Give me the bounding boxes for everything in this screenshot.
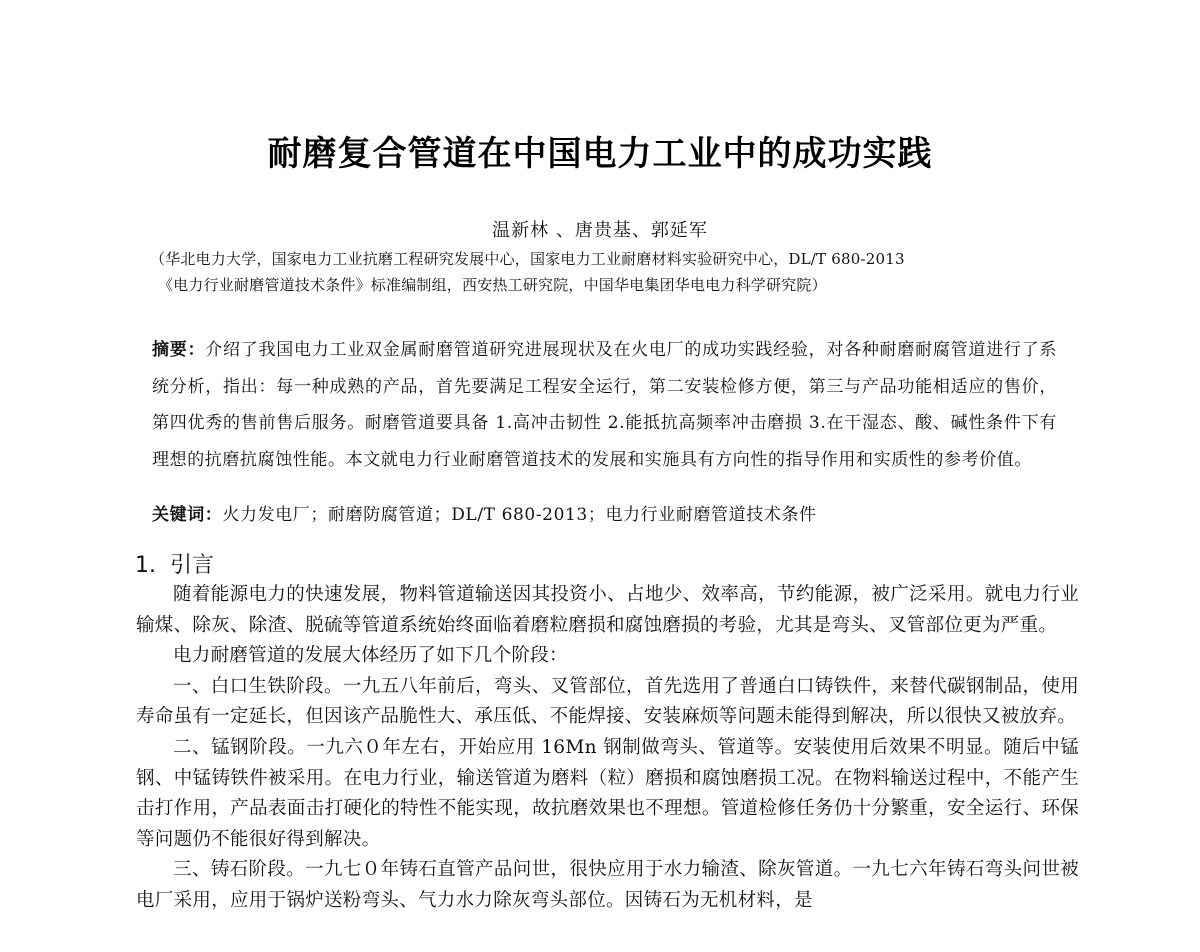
body-text: [136, 580, 1079, 917]
keywords: [152, 500, 1057, 525]
abstract: [152, 332, 1057, 478]
body-paragraph: 随着能源电力的快速发展，物料管道输送因其投资小、占地少、效率高，节约能源，被广泛采用。就电力行业输煤、除灰、除渣、脱硫等管道系统始终面临着磨粒磨损和腐蚀磨损的考验，尤其是弯头、叉管部位更为严重。: [136, 584, 1079, 636]
section-number: 1.: [135, 553, 156, 578]
author-list: 温新林 、唐贵基、郭延军: [492, 220, 708, 241]
abstract-label: 摘要：: [152, 340, 206, 360]
affiliation-line-2: 《电力行业耐磨管道技术条件》标准编制组，西安热工研究院，中国华电集团华电电力科学研究院）: [158, 276, 827, 294]
body-paragraph: 三、铸石阶段。一九七０年铸石直管产品问世，很快应用于水力输渣、除灰管道。一九七六年铸石弯头问世被电厂采用，应用于锅炉送粉弯头、气力水力除灰弯头部位。因铸石为无机材料，是: [136, 859, 1079, 911]
paper-title: 耐磨复合管道在中国电力工业中的成功实践: [267, 134, 933, 174]
body-paragraph: 一、白口生铁阶段。一九五八年前后，弯头、叉管部位，首先选用了普通白口铸铁件，来替代碳钢制品，使用寿命虽有一定延长，但因该产品脆性大、承压低、不能焊接、安装麻烦等问题未能得到解决，所以很快又被放弃。: [136, 675, 1079, 728]
affiliation-line-1: （华北电力大学，国家电力工业抗磨工程研究发展中心，国家电力工业耐磨材料实验研究中心，DL/T 680-2013: [150, 250, 905, 268]
section-heading: [135, 548, 214, 579]
body-paragraph: 电力耐磨管道的发展大体经历了如下几个阶段：: [173, 645, 568, 667]
abstract-text: 介绍了我国电力工业双金属耐磨管道研究进展现状及在火电厂的成功实践经验，对各种耐磨耐腐管道进行了系统分析，指出：每一种成熟的产品，首先要满足工程安全运行，第二安装检修方便，第三与产品功能相适应的售价，第四优秀的售前售后服务。耐磨管道要具备 1.高冲击韧性 2.能抵抗高频率冲击磨损 3.在干湿态、酸、碱性条件下有理想的抗磨抗腐蚀性能。本文就电力行业耐磨管道技术的发展和实施具有方向性的指导作用和实质性的参考价值。: [152, 340, 1057, 470]
keywords-label: 关键词：: [152, 505, 223, 525]
section-title: 引言: [170, 553, 215, 578]
keywords-text: 火力发电厂；耐磨防腐管道；DL/T 680-2013；电力行业耐磨管道技术条件: [222, 505, 817, 525]
body-paragraph: 二、锰钢阶段。一九六０年左右，开始应用 16Mn 钢制做弯头、管道等。安装使用后效果不明显。随后中锰钢、中锰铸铁件被采用。在电力行业，输送管道为磨料（粒）磨损和腐蚀磨损工况。在物料输送过程中，不能产生击打作用，产品表面击打硬化的特性不能实现，故抗磨效果也不理想。管道检修任务仍十分繁重，安全运行、环保等问题仍不能很好得到解决。: [136, 736, 1079, 850]
